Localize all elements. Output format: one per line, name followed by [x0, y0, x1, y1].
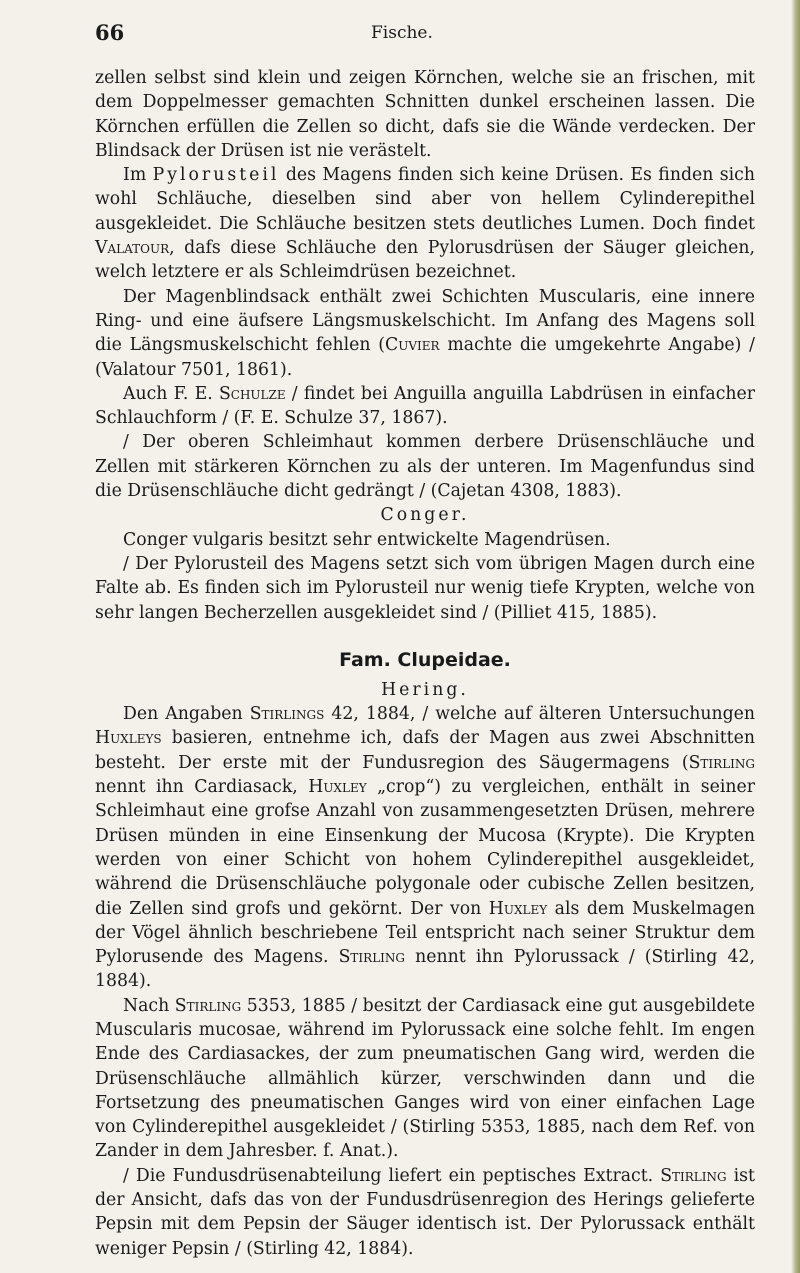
book-page — [95, 20, 755, 1261]
emphasized-term: Pylorusteil — [152, 165, 280, 186]
paragraph-1 — [95, 66, 755, 163]
page-edge — [791, 0, 800, 1273]
paragraph-3 — [95, 285, 755, 382]
paragraph-text: nennt ihn Cardiasack, — [95, 777, 309, 798]
paragraph-6 — [95, 528, 755, 552]
author-name: Stirling — [174, 995, 242, 1016]
paragraph-2 — [95, 163, 755, 284]
author-name: Valatour — [95, 238, 170, 259]
paragraph-text: 5353, 1885 / besitzt der Cardiasack eine gut ausgebildete Muscularis mucosae, während im Pylorussack eine solche fehlt. Im engen Ende des Cardiasackes, der zum pneumatischen Gang wird, werden die Drüsenschläuche allmählich kürzer, verschwinden dann und die Fortsetzung des pneumatischen Ganges wird von einer einfachen Lage von Cylinderepithel ausgekleidet / (Stirling 5353, 1885, nach dem Ref. von Zander in dem Jahresber. f. Anat.). — [95, 995, 755, 1162]
paragraph-text: basieren, entnehme ich, dafs der Magen aus zwei Abschnitten besteht. Der erste mit der Fundusregion des Säugermagens ( — [95, 728, 755, 773]
paragraph-text: zellen selbst sind klein und zeigen Körnchen, welche sie an frischen, mit dem Doppelmesser gemachten Schnitten dunkel erscheinen lassen. Die Körnchen erfüllen die Zellen so dicht, dafs sie die Wände verdecken. Der Blindsack der Drüsen ist nie verästelt. — [95, 68, 755, 161]
author-name: Huxley — [308, 777, 367, 798]
paragraph-9 — [95, 994, 755, 1164]
paragraph-text: Auch F. E. — [123, 383, 219, 404]
paragraph-text: Den Angaben — [123, 704, 250, 725]
paragraph-5 — [95, 430, 755, 503]
paragraph-4 — [95, 382, 755, 431]
paragraph-text: Im — [123, 165, 153, 186]
page-number: 66 — [95, 20, 125, 45]
paragraph-text: machte die umgekehrte Angabe) / (Valatour 7501, 1861). — [95, 335, 755, 380]
author-name: Huxley — [488, 898, 548, 919]
paragraph-text: / Der Pylorusteil des Magens setzt sich vom übrigen Magen durch eine Falte ab. Es finden sich im Pylorusteil nur wenig tiefe Krypten, welche von sehr langen Becherzellen ausgekleidet sind / (Pilliet 415, 1885). — [95, 553, 755, 623]
paragraph-text: als dem Muskelmagen der Vögel ähnlich beschriebene Teil entspricht nach seiner Struktur dem Pylorusende des Magens. — [95, 898, 755, 968]
author-name: Stirling — [688, 752, 755, 773]
paragraph-text: Der Magenblindsack enthält zwei Schichten Muscularis, eine innere Ring- und eine äufsere Längsmuskelschicht. Im Anfang des Magens soll die Längsmuskelschicht fehlen ( — [95, 286, 755, 356]
paragraph-8 — [95, 702, 755, 994]
paragraph-text: Nach — [123, 995, 175, 1016]
running-head: Fische. — [371, 23, 433, 43]
paragraph-text: nennt ihn Pylorussack / (Stirling 42, 1884). — [95, 947, 755, 992]
author-name: Stirlings — [249, 704, 325, 725]
paragraph-text: „crop“) zu vergleichen, enthält in seiner Schleimhaut eine grofse Anzahl von zusammengesetzten Drüsen, mehrere Drüsen münden in eine Einsenkung der Mucosa (Krypte). Die Krypten werden von einer Schicht von hohem Cylinderepithel ausgekleidet, während die Drüsenschläuche polygonale oder cubische Zellen besitzen, die Zellen sind grofs und gekörnt. Der von — [95, 777, 755, 919]
paragraph-text: / Der oberen Schleimhaut kommen derbere Drüsenschläuche und Zellen mit stärkeren Körnchen zu als der unteren. Im Magenfundus sind die Drüsenschläuche dicht gedrängt / (Cajetan 4308, 1883). — [95, 432, 755, 502]
section-heading-hering: Hering. — [381, 679, 469, 700]
author-name: Schulze — [218, 383, 286, 404]
paragraph-text: / findet bei Anguilla anguilla Labdrüsen in einfacher Schlauchform / (F. E. Schulze 37, 1867). — [95, 383, 756, 429]
author-name: Stirling — [660, 1165, 727, 1186]
author-name: Stirling — [338, 947, 406, 968]
page-header — [95, 20, 755, 50]
section-heading-conger: Conger. — [380, 505, 470, 526]
paragraph-text: , dafs diese Schläuche den Pylorusdrüsen der Säuger gleichen, welch letztere er als Schleimdrüsen bezeichnet. — [95, 238, 755, 283]
paragraph-7 — [95, 552, 755, 625]
paragraph-text: 42, 1884, / welche auf älteren Untersuchungen — [324, 704, 756, 725]
paragraph-text: / Die Fundusdrüsenabteilung liefert ein peptisches Extract. — [123, 1165, 661, 1186]
paragraph-10 — [95, 1164, 755, 1261]
paragraph-text: ist der Ansicht, dafs das von der Fundusdrüsenregion des Herings gelieferte Pepsin mit dem Pepsin der Säuger identisch ist. Der Pylorussack enthält weniger Pepsin / (Stirling 42, 1884). — [95, 1165, 755, 1259]
author-name: Cuvier — [385, 335, 440, 356]
author-name: Huxleys — [95, 728, 162, 749]
family-heading: Fam. Clupeidae. — [339, 648, 511, 671]
paragraph-text: des Magens finden sich keine Drüsen. Es finden sich wohl Schläuche, dieselben sind aber von hellem Cylinderepithel ausgekleidet. Die Schläuche besitzen stets deutliches Lumen. Doch findet — [95, 165, 755, 234]
paragraph-text: Conger vulgaris besitzt sehr entwickelte Magendrüsen. — [123, 529, 611, 550]
